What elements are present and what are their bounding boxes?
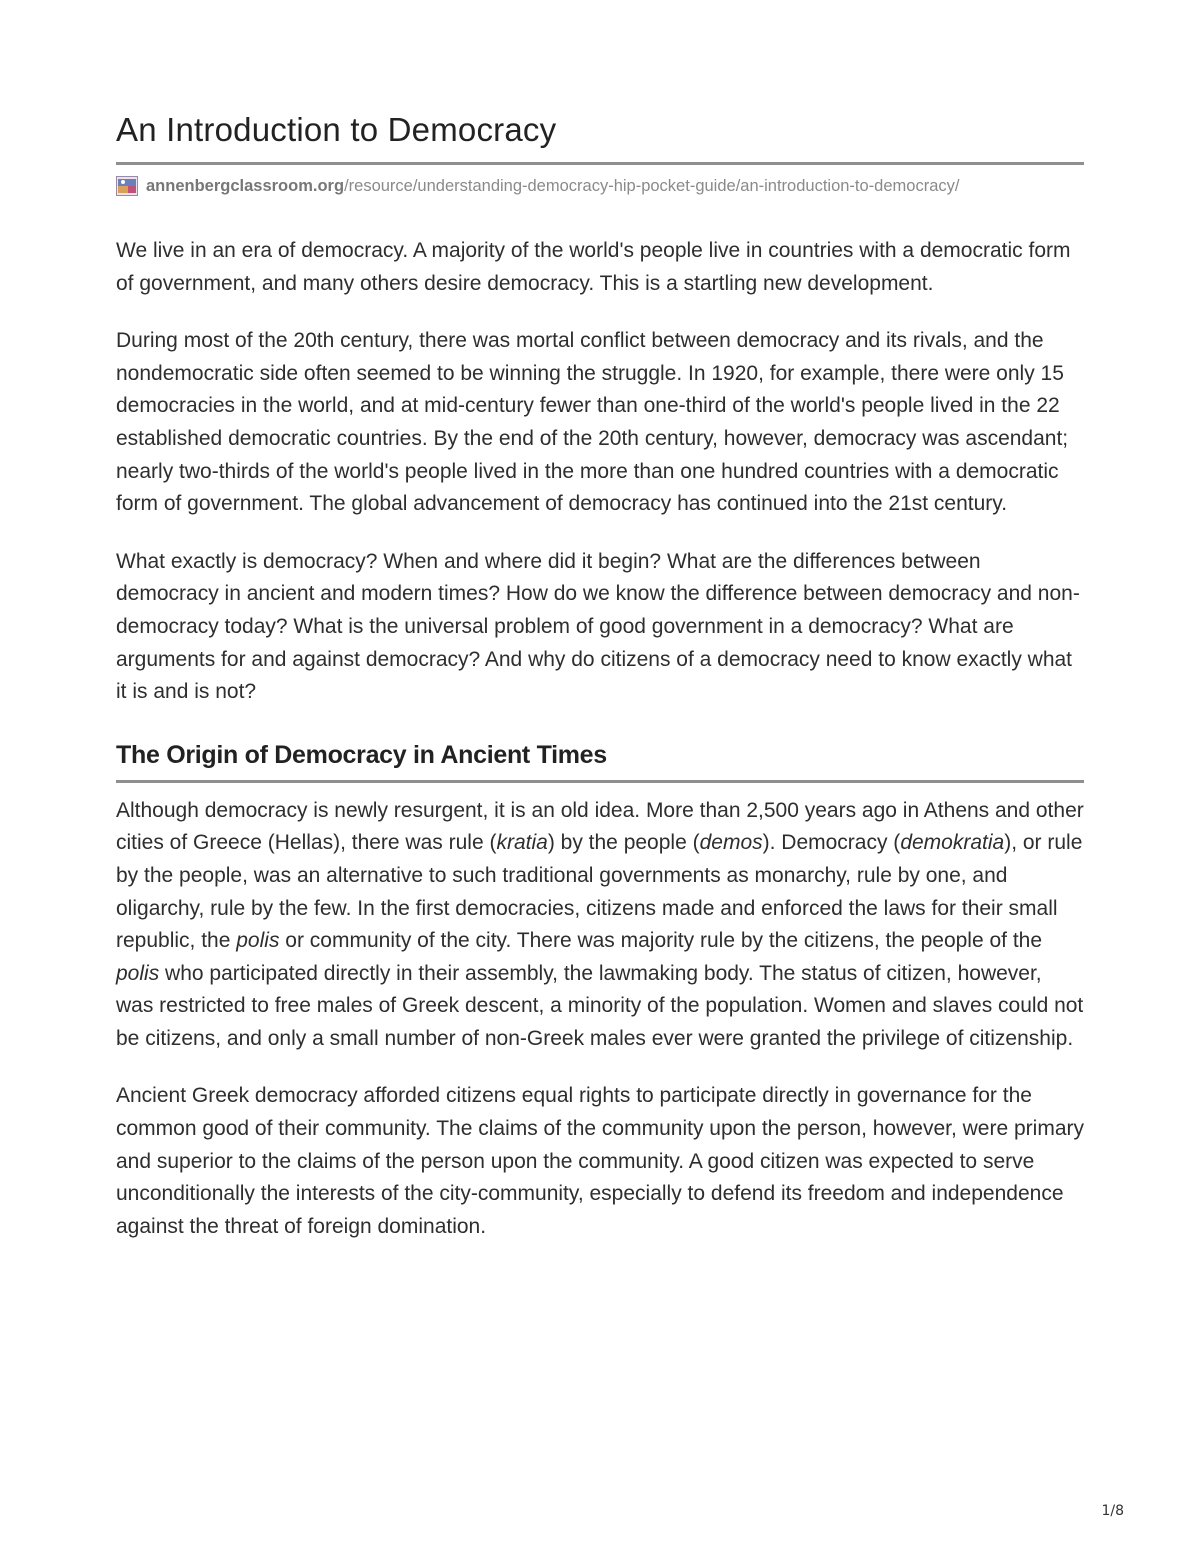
- section-paragraph-1: [116, 795, 1084, 1056]
- article: [116, 108, 1084, 1243]
- page-number: 1/8: [1101, 1503, 1124, 1519]
- text-run: or community of the city. There was majority rule by the citizens, the people of the: [279, 929, 1043, 953]
- text-run: ). Democracy (: [762, 831, 901, 855]
- section-divider: [116, 780, 1084, 783]
- italic-term: polis: [236, 929, 280, 953]
- intro-paragraph-2: During most of the 20th century, there was mortal conflict between democracy and its rivals, and the nondemocratic side often seemed to be winning the struggle. In 1920, for example, there were only 15 democracies in the world, and at mid-century fewer than one-third of the world's people lived in the 22 established democratic countries. By the end of the 20th century, however, democracy was ascendant; nearly two-thirds of the world's people lived in the more than one hundred countries with a democratic form of government. The global advancement of democracy has continued into the 21st century.: [116, 329, 1069, 516]
- text-run: ) by the people (: [547, 831, 700, 855]
- section-heading: The Origin of Democracy in Ancient Times: [116, 740, 607, 769]
- source-path[interactable]: /resource/understanding-democracy-hip-pocket-guide/an-introduction-to-democracy/: [344, 177, 960, 195]
- intro-paragraph-3: What exactly is democracy? When and where did it begin? What are the differences between democracy in ancient and modern times? How do we know the difference between democracy and non-democracy today? What is the universal problem of good government in a democracy? What are arguments for and against democracy? And why do citizens of a democracy need to know exactly what it is and is not?: [116, 549, 1080, 704]
- title-divider: [116, 162, 1084, 165]
- italic-term: polis: [116, 961, 160, 985]
- text-run: ), or rule by the people, was an alternative to such traditional governments as monarchy, rule by one, and oligarchy, rule by the few. In the first democracies, citizens made and enforced the laws for their small republic, the: [116, 831, 1083, 953]
- intro-paragraph-1: We live in an era of democracy. A majority of the world's people live in countries with a democratic form of government, and many others desire democracy. This is a startling new development.: [116, 239, 1071, 295]
- source-link[interactable]: [116, 175, 1084, 197]
- text-run: Although democracy is newly resurgent, it is an old idea. More than 2,500 years ago in Athens and other cities of Greece (Hellas), there was rule (: [116, 798, 1084, 855]
- section-paragraph-2: Ancient Greek democracy afforded citizens equal rights to participate directly in governance for the common good of their community. The claims of the community upon the person, however, were primary and superior to the claims of the person upon the community. A good citizen was expected to serve unconditionally the interests of the city-community, especially to defend its freedom and independence against the threat of foreign domination.: [116, 1084, 1084, 1238]
- source-domain[interactable]: annenbergclassroom.org: [146, 177, 345, 195]
- text-run: who participated directly in their assembly, the lawmaking body. The status of citizen, however, was restricted to free males of Greek descent, a minority of the population. Women and slaves could not be citizens, and only a small number of non-Greek males ever were granted the privilege of citizenship.: [116, 961, 1084, 1050]
- site-favicon-icon: [116, 176, 138, 196]
- italic-term: kratia: [496, 831, 548, 855]
- page-title: An Introduction to Democracy: [116, 111, 557, 148]
- italic-term: demokratia: [900, 831, 1005, 855]
- italic-term: demos: [699, 831, 763, 855]
